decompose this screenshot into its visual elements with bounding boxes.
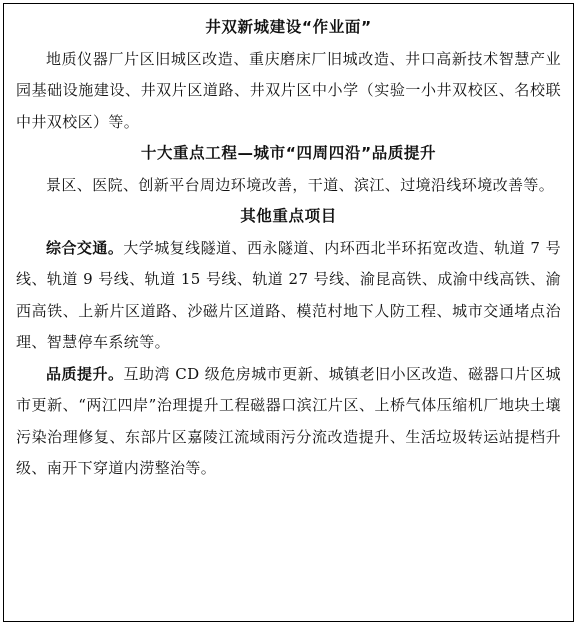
- content-frame: [3, 3, 574, 622]
- item-transport: [16, 233, 561, 359]
- section-title-quality-upgrade: 十大重点工程—城市“四周四沿”品质提升: [140, 144, 437, 162]
- section-body-quality-upgrade: 景区、医院、创新平台周边环境改善，干道、滨江、过境沿线环境改善等。: [46, 175, 555, 194]
- item-quality-body: 互助湾 CD 级危房城市更新、城镇老旧小区改造、磁器口片区城市更新、“两江四岸”治理提升工程磁器口滨江片区、上桥气体压缩机厂地块土壤污染治理修复、东部片区嘉陵江流域雨污分流改造提升、生活垃圾转运站提档升级、南开下穿道内涝整治等。: [16, 364, 561, 477]
- section-title-jingshuang: 井双新城建设“作业面”: [205, 18, 372, 36]
- item-quality: [16, 359, 561, 485]
- item-transport-lead: 综合交通。: [46, 238, 124, 257]
- item-transport-body: 大学城复线隧道、西永隧道、内环西北半环拓宽改造、轨道 7 号线、轨道 9 号线、轨道 15 号线、轨道 27 号线、渝昆高铁、成渝中线高铁、渝西高铁、上新片区道路、沙磁片区道路、模范村地下人防工程、城市交通堵点治理、智慧停车系统等。: [16, 238, 561, 351]
- section-title-other-projects: 其他重点项目: [240, 207, 337, 225]
- item-quality-lead: 品质提升。: [46, 364, 124, 383]
- section-body-jingshuang: 地质仪器厂片区旧城区改造、重庆磨床厂旧城改造、井口高新技术智慧产业园基础设施建设、井双片区道路、井双片区中小学（实验一小井双校区、名校联中井双校区）等。: [16, 49, 561, 131]
